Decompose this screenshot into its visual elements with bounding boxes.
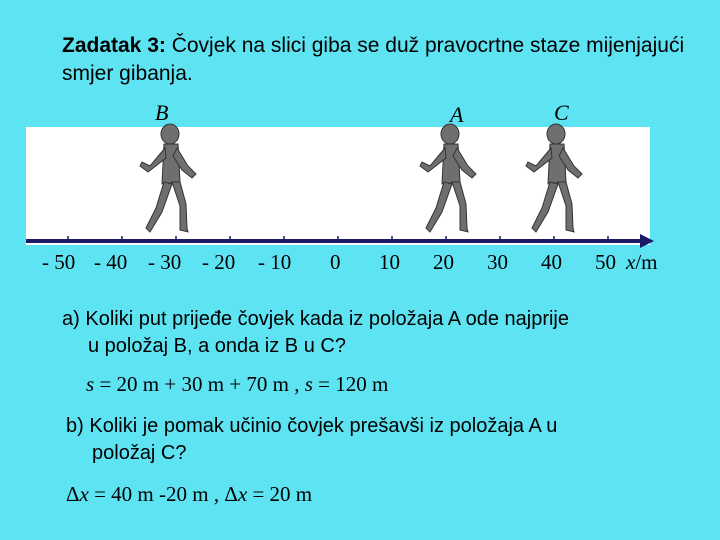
question-a: [62, 306, 569, 360]
tick-label: - 40: [94, 250, 128, 274]
walker-at-c-icon: [526, 124, 582, 232]
tick-label: 50: [595, 250, 616, 274]
answer-a-symbol-2: s: [304, 372, 313, 396]
axis-variable: x: [626, 250, 636, 274]
question-a-label: a): [62, 308, 80, 330]
answer-a-sum: = 20 m + 30 m + 70 m ,: [94, 372, 305, 396]
walker-at-b-icon: [140, 124, 196, 232]
question-b: [66, 413, 557, 467]
axis-unit-label: [626, 250, 658, 275]
task-number: Zadatak 3:: [62, 34, 166, 57]
tick-label: - 10: [258, 250, 292, 274]
position-label-b: B: [155, 100, 169, 125]
answer-b-result: = 20 m: [247, 482, 313, 506]
question-a-line1: Koliki put prijeđe čovjek kada iz položaja A ode najprije: [85, 308, 569, 330]
axis-arrow-icon: [640, 234, 654, 248]
tick-label: 0: [330, 250, 341, 274]
position-label-a: A: [450, 102, 464, 127]
tick-label: 30: [487, 250, 508, 274]
answer-b-var-2: x: [237, 482, 248, 506]
answer-b-difference: = 40 m -20 m ,: [88, 482, 225, 506]
tick-label: 40: [541, 250, 562, 274]
answer-a-result: = 120 m: [312, 372, 389, 396]
answer-b-var: x: [79, 482, 89, 506]
position-label-c: C: [554, 100, 569, 125]
tick-label: - 20: [202, 250, 236, 274]
tick-label: - 30: [148, 250, 182, 274]
tick-label: 10: [379, 250, 400, 274]
answer-a: [86, 372, 388, 397]
axis-unit: /m: [635, 250, 658, 274]
question-b-line2: položaj C?: [92, 442, 187, 464]
question-b-label: b): [66, 415, 84, 437]
answer-b-delta: Δ: [66, 482, 80, 506]
tick-label: 20: [433, 250, 454, 274]
walker-at-a-icon: [420, 124, 476, 232]
question-b-line1: Koliki je pomak učinio čovjek prešavši iz položaja A u: [89, 415, 558, 437]
answer-b-delta-2: Δ: [224, 482, 238, 506]
answer-b: [66, 482, 312, 507]
answer-a-symbol: s: [86, 372, 95, 396]
task-text: Čovjek na slici giba se duž pravocrtne staze mijenjajući smjer gibanja.: [62, 34, 685, 85]
question-a-line2: u položaj B, a onda iz B u C?: [88, 335, 346, 357]
tick-label: - 50: [42, 250, 76, 274]
